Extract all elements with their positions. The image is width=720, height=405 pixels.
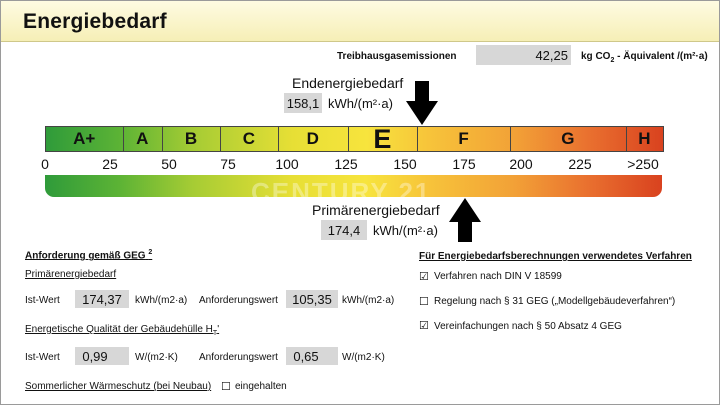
- scale-tick: 25: [102, 156, 118, 172]
- ghg-unit-suffix: - Äquivalent /(m²·a): [614, 51, 708, 62]
- scale-tick: 100: [275, 156, 299, 172]
- energy-class-g: G: [561, 129, 575, 148]
- procedure-checkbox-din[interactable]: ☑: [419, 271, 429, 283]
- primaerenergie-unit: kWh/(m²·a): [373, 223, 438, 238]
- energy-class-d: D: [306, 129, 319, 148]
- ist2-value-label: Ist-Wert: [25, 352, 60, 363]
- scale-tick: 75: [220, 156, 236, 172]
- scale-tick: 0: [41, 156, 49, 172]
- primaerenergie-value: 174,4: [327, 223, 361, 238]
- ist2-value: 0,99: [82, 349, 108, 364]
- anf-value-unit: kWh/(m2·a): [342, 295, 395, 306]
- anf2-value: 0,65: [293, 349, 319, 364]
- class-divider: [220, 127, 221, 151]
- ist-value-unit: kWh/(m2·a): [135, 295, 188, 306]
- class-divider: [162, 127, 163, 151]
- class-divider: [348, 127, 349, 151]
- primaerenergie-title: Primärenergiebedarf: [312, 202, 440, 218]
- anf2-value-label: Anforderungswert: [199, 352, 278, 363]
- class-divider: [123, 127, 124, 151]
- class-divider: [626, 127, 627, 151]
- procedure-title: Für Energiebedarfsberechnungen verwendetes Verfahren: [419, 251, 692, 262]
- procedure-checkbox-simplified[interactable]: ☑: [419, 320, 429, 332]
- requirement-title-sup: 2: [148, 249, 153, 256]
- envelope-quality-label: [25, 324, 219, 337]
- energy-class-f: F: [458, 129, 469, 148]
- energy-class-h: H: [638, 129, 651, 148]
- ghg-value: 42,25: [535, 48, 568, 63]
- summer-protection-status: eingehalten: [235, 381, 287, 392]
- summer-protection-label: Sommerlicher Wärmeschutz (bei Neubau): [25, 381, 212, 392]
- ist2-value-unit: W/(m2·K): [135, 352, 178, 363]
- energy-scale-bar: [45, 126, 664, 152]
- header-band: [1, 1, 719, 42]
- procedure-checkbox-model[interactable]: ☐: [419, 296, 429, 308]
- ghg-unit-prefix: kg CO: [581, 51, 611, 62]
- envelope-quality-label-post: ': [217, 324, 220, 335]
- procedure-label-model: Regelung nach § 31 GEG („Modellgebäudeverfahren“): [434, 296, 676, 307]
- summer-protection-checkbox[interactable]: ☐: [221, 381, 231, 393]
- endenergie-value: 158,1: [286, 96, 320, 111]
- envelope-quality-label-pre: Energetische Qualität der Gebäudehülle H: [25, 324, 213, 335]
- class-divider: [417, 127, 418, 151]
- energy-class-e: E: [373, 124, 392, 154]
- requirement-title-text: Anforderung gemäß GEG: [25, 250, 146, 262]
- energy-class-c: C: [242, 129, 256, 148]
- scale-tick: 125: [334, 156, 358, 172]
- endenergie-title: Endenergiebedarf: [292, 75, 404, 91]
- primary-demand-label: Primärenergiebedarf: [25, 269, 117, 280]
- procedure-label-din: Verfahren nach DIN V 18599: [434, 271, 562, 282]
- procedure-label-simplified: Vereinfachungen nach § 50 Absatz 4 GEG: [434, 321, 622, 332]
- ist-value: 174,37: [82, 292, 122, 307]
- envelope-quality-label-sub: T: [212, 330, 218, 337]
- scale-tick: 50: [161, 156, 177, 172]
- ghg-label: Treibhausgasemissionen: [337, 51, 457, 62]
- scale-tick: 150: [393, 156, 417, 172]
- requirement-title: [25, 249, 152, 261]
- energy-class-aplus: A+: [73, 129, 96, 148]
- class-divider: [510, 127, 511, 151]
- ghg-unit: [581, 51, 708, 64]
- energy-class-b: B: [184, 129, 198, 148]
- class-divider: [278, 127, 279, 151]
- anf2-value-unit: W/(m2·K): [342, 352, 385, 363]
- scale-tick: 200: [509, 156, 533, 172]
- endenergie-unit: kWh/(m²·a): [328, 96, 393, 111]
- ghg-unit-sub: 2: [610, 57, 615, 64]
- page-title: Energiebedarf: [23, 10, 167, 33]
- primaerenergie-arrow-up-icon: [449, 198, 481, 242]
- scale-tick: >250: [627, 156, 659, 172]
- energy-class-a: A: [136, 129, 149, 148]
- endenergie-arrow-down-icon: [406, 81, 438, 125]
- watermark: CENTURY 21: [251, 177, 432, 207]
- scale-tick: 175: [452, 156, 476, 172]
- anf-value-label: Anforderungswert: [199, 295, 278, 306]
- anf-value: 105,35: [292, 292, 332, 307]
- scale-tick: 225: [568, 156, 592, 172]
- ist-value-label: Ist-Wert: [25, 295, 60, 306]
